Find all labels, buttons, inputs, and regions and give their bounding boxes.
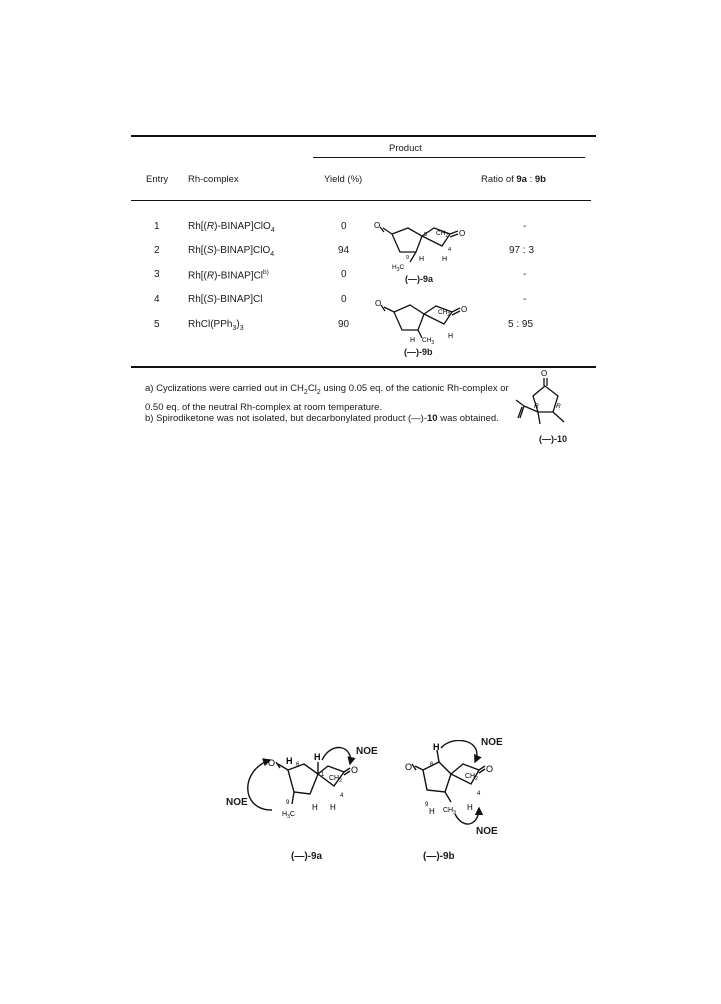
footnote-a [145,381,510,415]
noe-structure-9b [405,740,525,835]
atom-h: H [467,803,473,812]
complex-tail-sub: 3 [239,325,244,332]
locant-4: 4 [448,247,452,253]
yield-cell: 0 [341,269,347,280]
structure-9b [370,290,470,346]
atom-h: H [442,256,448,263]
footnote-a-sub1: 2 [303,388,308,396]
locant-6: 6 [430,762,434,768]
yield-cell: 94 [338,245,350,256]
structure-10 [510,366,580,436]
atom-ch3: $CH_3$ [422,337,435,346]
atom-h6: H [286,756,293,766]
ratio-cell: - [523,294,527,305]
header-ratio-prefix: Ratio of [481,174,517,185]
header-yield: Yield (%) [324,174,363,185]
footnote-b-text2: was obtained. [437,413,499,424]
noe-label-9b: (—)-9b [423,851,455,862]
header-ratio-sep: : [526,174,535,185]
yield-cell: 0 [341,221,347,232]
ratio-cell: - [523,221,527,232]
locant-4: 4 [340,793,344,799]
complex-post: )-BINAP]ClO [214,221,271,232]
header-ratio-9a: 9a [516,174,527,185]
header-rh-complex: Rh-complex [188,174,239,185]
locant-6: 6 [296,762,300,768]
complex-pre: RhCl(PPh [188,319,233,330]
complex-sub: 4 [270,251,275,258]
header-bottom-rule [131,200,591,201]
noe-label-9b-bottom: NOE [476,826,498,837]
yield-cell: 90 [338,319,350,330]
atom-h: H [410,337,416,344]
table-top-rule [131,135,596,137]
complex-pre: Rh[( [188,221,207,232]
stereo-r1: R [534,403,539,410]
atom-o-right: O [486,764,494,774]
entry-cell: 5 [154,319,160,330]
entry-cell: 3 [154,269,160,280]
complex-config: R [206,221,215,232]
locant-9: 9 [286,800,290,806]
atom-o-right: O [459,229,466,238]
complex-cell [188,294,262,305]
complex-post: )-BINAP]Cl [214,270,264,282]
footnote-a-text3: using 0.05 eq. of the cationic Rh-complex or 0.50 eq. of the neutral Rh-complex at room temperature. [145,383,509,413]
complex-config: R [206,270,215,282]
entry-cell: 2 [154,245,160,256]
complex-pre: Rh[( [188,245,207,256]
atom-o-right: O [351,765,359,775]
structure-9a-label: (—)-9a [405,274,434,284]
locant-1: 1 [321,772,325,778]
header-product: Product [389,143,422,154]
stereo-r2: R [556,403,561,410]
entry-cell: 4 [154,294,160,305]
complex-post: )-BINAP]Cl [213,294,263,305]
atom-o-right: O [461,305,468,314]
footnote-a-text1: a) Cyclizations were carried out in CH [145,383,304,394]
atom-ch2: $CH_2$ [438,309,451,318]
atom-o-left: O [268,758,276,768]
complex-pre: Rh[( [188,270,207,282]
footnote-b-bold: 10 [427,413,438,424]
complex-tail: ) [236,319,240,330]
complex-cell [188,245,274,258]
atom-h3c: $H_3C$ [282,811,295,820]
complex-config: S [206,294,214,305]
atom-h3c: $H_3C$ [392,264,405,273]
entry-cell: 1 [154,221,160,232]
ratio-cell: 5 : 95 [508,319,534,330]
atom-h: H [419,256,425,263]
compound-10-label: (—)-10 [539,434,568,444]
noe-label-9a: (—)-9a [291,851,323,862]
complex-sub: 4 [270,227,275,234]
atom-o-left: O [374,221,381,230]
footnote-b [145,411,510,426]
locant-9: 9 [425,802,429,808]
footnote-b-text1: b) Spirodiketone was not isolated, but decarbonylated product (—)- [145,413,427,424]
atom-h: H [448,333,454,340]
atom-h: H [312,803,318,812]
locant-4: 4 [477,791,481,797]
structure-9b-label: (—)-9b [404,347,433,357]
header-ratio-9b: 9b [534,174,546,185]
noe-label-9a-left: NOE [226,797,248,808]
noe-label-9b-top: NOE [481,737,503,748]
atom-ch2: $CH_2$ [465,773,478,782]
ratio-cell: - [523,269,527,280]
atom-ch3: $CH_3$ [443,807,456,816]
atom-o: O [541,369,548,378]
yield-cell: 0 [341,294,347,305]
atom-o-left: O [375,299,382,308]
noe-label-9a-top: NOE [356,746,378,757]
complex-sub: 3 [232,325,237,332]
product-underline [313,157,585,158]
complex-cell [188,319,244,332]
atom-ch2: $CH_2$ [329,775,342,784]
ratio-cell: 97 : 3 [509,245,535,256]
complex-pre: Rh[( [188,294,207,305]
atom-h: H [330,803,336,812]
locant-5: 5 [424,232,428,238]
header-entry: Entry [146,174,169,185]
atom-h6: H [433,742,440,752]
complex-cell [188,269,269,281]
footnote-a-text2: Cl [307,383,317,394]
structure-9a [370,214,470,274]
complex-post: )-BINAP]ClO [213,245,271,256]
atom-h: H [429,807,435,816]
atom-h1: H [314,752,321,762]
complex-cell [188,221,275,234]
complex-footnote-mark: b) [263,269,269,276]
complex-config: S [206,245,214,256]
footnote-a-sub2: 2 [316,388,321,396]
locant-9: 9 [406,255,410,261]
atom-o-left: O [405,762,413,772]
atom-ch2: $CH_2$ [436,230,449,239]
header-ratio [481,174,546,185]
